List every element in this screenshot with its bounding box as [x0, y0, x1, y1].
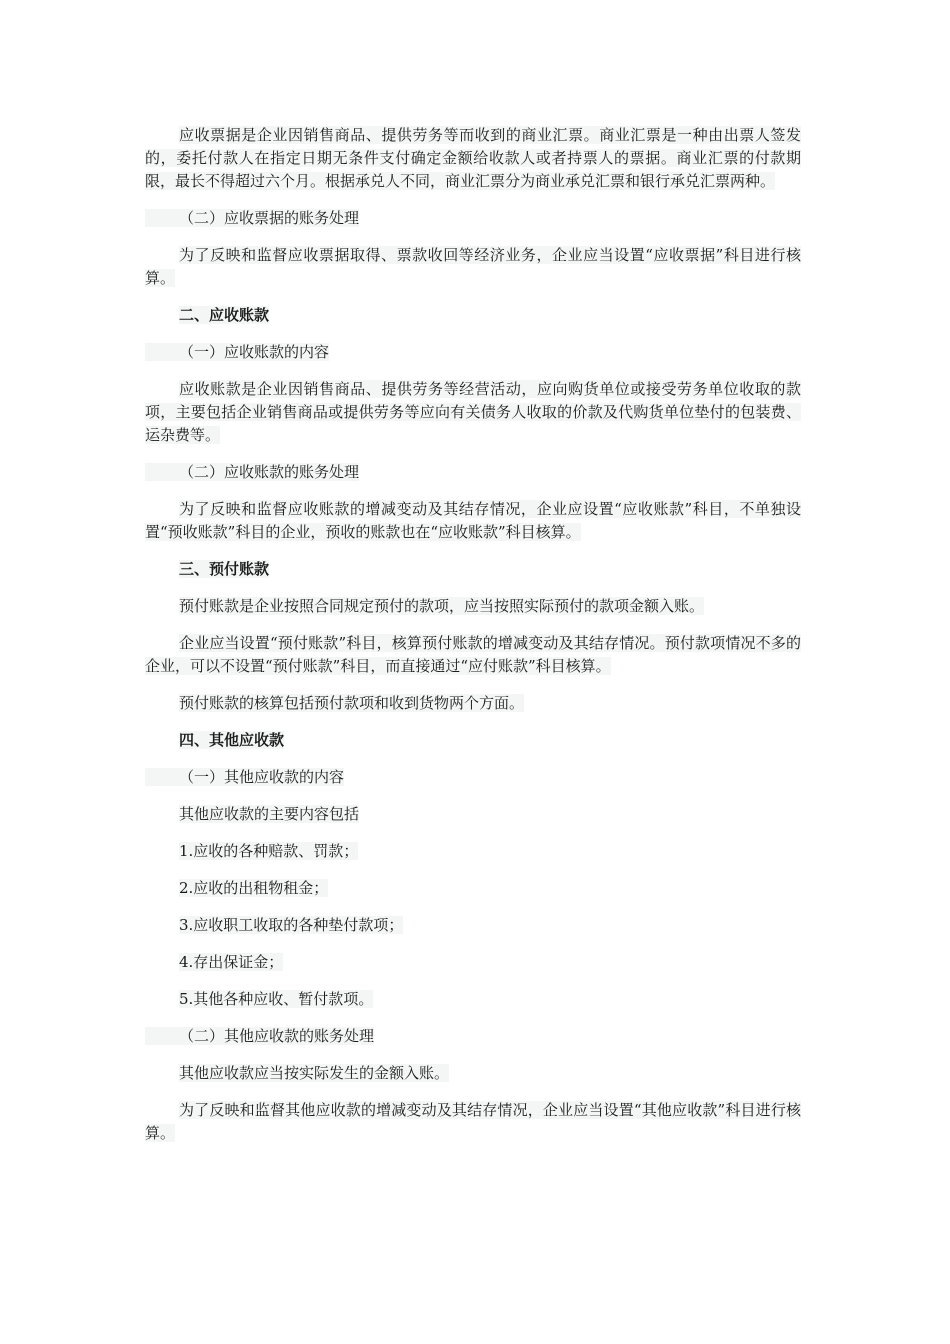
subheading-other-receivables-content: （一）其他应收款的内容	[145, 766, 801, 789]
heading-prepayments: 三、预付账款	[179, 560, 270, 578]
paragraph-prepayments-definition: 预付账款是企业按照合同规定预付的款项，应当按照实际预付的款项金额入账。	[179, 597, 705, 615]
list-item: 1.应收的各种赔款、罚款；	[179, 842, 359, 860]
paragraph-accounts-receivable-definition: 应收账款是企业因销售商品、提供劳务等经营活动，应向购货单位或接受劳务单位收取的款项，主要包括企业销售商品或提供劳务等应向有关债务人收取的价款及代购货单位垫付的包装费、运杂费等。	[145, 380, 801, 444]
paragraph-notes-receivable-definition: 应收票据是企业因销售商品、提供劳务等而收到的商业汇票。商业汇票是一种由出票人签发的，委托付款人在指定日期无条件支付确定金额给收款人或者持票人的票据。商业汇票的付款期限，最长不得超过六个月。根据承兑人不同，商业汇票分为商业承兑汇票和银行承兑汇票两种。	[145, 126, 801, 190]
heading-other-receivables: 四、其他应收款	[179, 731, 285, 749]
paragraph-other-receivables-intro: 其他应收款的主要内容包括	[179, 805, 360, 823]
document-body	[145, 124, 801, 1159]
list-item: 5.其他各种应收、暂付款项。	[179, 990, 374, 1008]
paragraph-other-receivables-measurement: 其他应收款应当按实际发生的金额入账。	[179, 1064, 450, 1082]
list-item: 2.应收的出租物租金；	[179, 879, 329, 897]
subheading-accounts-receivable-content: （一）应收账款的内容	[145, 341, 801, 364]
list-item: 4.存出保证金；	[179, 953, 284, 971]
heading-accounts-receivable: 二、应收账款	[179, 306, 270, 324]
paragraph-prepayments-scope: 预付账款的核算包括预付款项和收到货物两个方面。	[179, 694, 525, 712]
subheading-notes-receivable-accounting: （二）应收票据的账务处理	[145, 207, 801, 230]
list-item: 3.应收职工收取的各种垫付款项；	[179, 916, 404, 934]
subheading-other-receivables-accounting: （二）其他应收款的账务处理	[145, 1025, 801, 1048]
subheading-accounts-receivable-accounting: （二）应收账款的账务处理	[145, 461, 801, 484]
paragraph-other-receivables-account: 为了反映和监督其他应收款的增减变动及其结存情况，企业应当设置“其他应收款”科目进行核算。	[145, 1101, 801, 1142]
paragraph-notes-receivable-account: 为了反映和监督应收票据取得、票款收回等经济业务，企业应当设置“应收票据”科目进行核算。	[145, 246, 801, 287]
paragraph-prepayments-account: 企业应当设置“预付账款”科目，核算预付账款的增减变动及其结存情况。预付款项情况不多的企业，可以不设置“预付账款”科目，而直接通过“应付账款”科目核算。	[145, 634, 801, 675]
paragraph-accounts-receivable-account: 为了反映和监督应收账款的增减变动及其结存情况，企业应设置“应收账款”科目，不单独设置“预收账款”科目的企业，预收的账款也在“应收账款”科目核算。	[145, 500, 801, 541]
